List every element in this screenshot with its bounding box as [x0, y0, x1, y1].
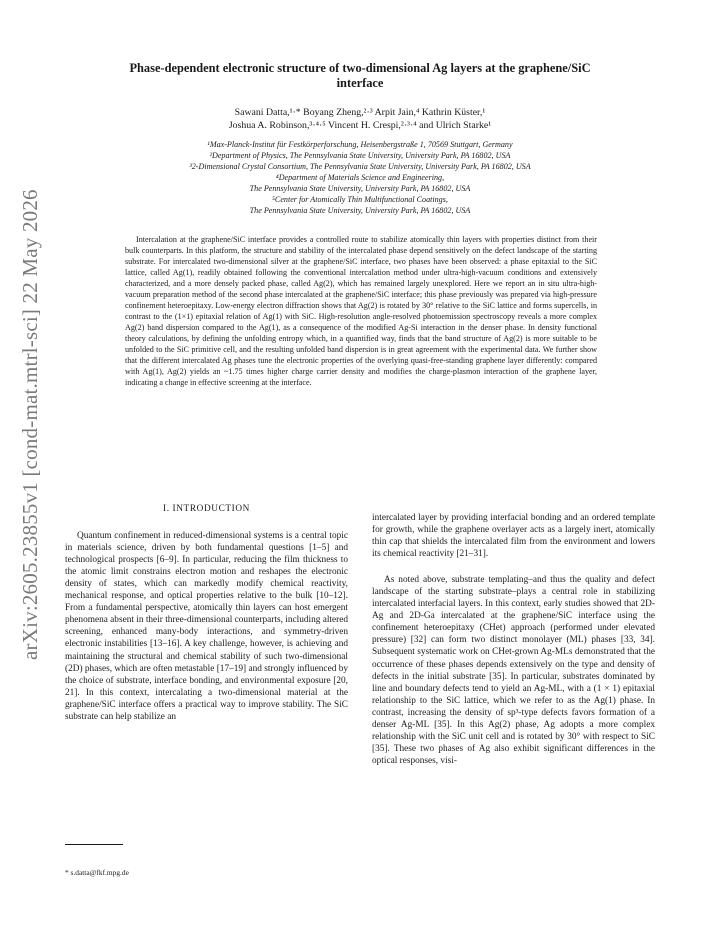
- author-list: [60, 106, 660, 132]
- footnote-email[interactable]: * s.datta@fkf.mpg.de: [65, 868, 129, 877]
- intro-paragraph-1: Quantum confinement in reduced-dimensional systems is a central topic in materials science, driven by both fundamental questions [1–5] and technological prospects [6–9]. In particular, reducing the film thickness to the atomic limit constrains electron motion and reshapes the electronic density of states, which can markedly modify chemical reactivity, mechanical response, and optical properties relative to the bulk [10–12]. From a fundamental perspective, atomically thin layers can host emergent phenomena absent in their three-dimensional counterparts, including altered screening, enhanced many-body interactions, and symmetry-driven electronic instabilities [13–16]. A key challenge, however, is achieving and maintaining the structural and chemical stability of such two-dimensional (2D) phases, which are often metastable [17–19] and strongly influenced by the choice of substrate, interface bonding, and environmental exposure [20, 21]. In this context, intercalating a two-dimensional material at the graphene/SiC interface offers a practical way to improve stability. The SiC substrate can help stabilize an: [65, 531, 348, 722]
- intro-paragraph-2: intercalated layer by providing interfacial bonding and an ordered template for growth, while the graphene overlayer acts as a largely inert, atomically thin cap that shields the intercalated film from the environment and lowers its chemical reactivity [21–31].: [372, 513, 655, 560]
- affiliation-line: The Pennsylvania State University, University Park, PA 16802, USA: [249, 206, 471, 215]
- title-line-2: interface: [336, 76, 384, 90]
- right-column: [372, 512, 655, 767]
- affiliation-line: ⁵Center for Atomically Thin Multifunctional Coatings,: [272, 195, 448, 204]
- affiliation-line: ²Department of Physics, The Pennsylvania State University, University Park, PA 16802, USA: [209, 151, 511, 160]
- footnote-rule: [65, 844, 123, 845]
- affiliations: [60, 139, 660, 216]
- abstract: Intercalation at the graphene/SiC interface provides a controlled route to stabilize atomically thin layers with properties distinct from their bulk counterparts. In this platform, the structure and stability of the intercalated phase depend sensitively on the defect landscape of the starting substrate. For intercalated two-dimensional silver at the graphene/SiC interface, two phases have been observed: a phase epitaxial to the SiC lattice, called Ag(1), readily obtained following the conventional intercalation method under ultra-high-vacuum conditions and extensively characterized, and a more densely packed phase, called Ag(2), which has remained largely unexplored. Here we report an in situ ultra-high-vacuum preparation method of the second phase intercalated at the graphene/SiC interface; this phase previously was prepared via high-pressure confinement heteroepitaxy. Low-energy electron diffraction shows that Ag(2) is rotated by 30° relative to the SiC lattice and forms supercells, in contrast to the (1×1) epitaxial relation of Ag(1) with SiC. High-resolution angle-resolved photoemission spectroscopy reveals a more complex Ag(2) band dispersion compared to the Ag(1), as a consequence of the modified Ag-Si interaction in the denser phase. In density functional theory calculations, by defining the unfolding entropy which, in a quantified way, finds that the band structure of Ag(2) is more suitable to be unfolded to the SiC primitive cell, and the resulting unfolded band dispersion is in great agreement with the experimental data. We further show that the different intercalated Ag phases tune the electronic properties of the overlying quasi-free-standing graphene layer differently: compared with Ag(1), Ag(2) yields an ~1.75 times higher charge carrier density and modifies the charge-plasmon interaction of the graphene layer, indicating a change in effective screening at the interface.: [125, 235, 597, 387]
- authors-line-2: Joshua A. Robinson,³·⁴·⁵ Vincent H. Crespi,²·³·⁴ and Ulrich Starke¹: [228, 120, 492, 131]
- affiliation-line: ³2-Dimensional Crystal Consortium, The Pennsylvania State University, University Park, PA 16802, USA: [189, 162, 531, 171]
- title-line-1: Phase-dependent electronic structure of two-dimensional Ag layers at the graphene/SiC: [129, 61, 591, 75]
- affiliation-line: ¹Max-Planck-Institut für Festkörperforschung, Heisenbergstraße 1, 70569 Stuttgart, Germany: [207, 140, 513, 149]
- section-heading-introduction: I. INTRODUCTION: [163, 504, 250, 514]
- paper-title: [60, 61, 660, 91]
- left-column: [65, 503, 348, 723]
- authors-line-1: Sawani Datta,¹·* Boyang Zheng,²·³ Arpit Jain,⁴ Kathrin Küster,¹: [234, 107, 486, 118]
- intro-paragraph-3: As noted above, substrate templating–and thus the quality and defect landscape of the starting substrate–plays a central role in stabilizing intercalated interfacial layers. In this context, early studies showed that 2D-Ag and 2D-Ga intercalated at the graphene/SiC interface using the confinement heteroepitaxy (CHet) approach (performed under elevated pressure) [32] can form two distinct monolayer (ML) phases [33, 34]. Subsequent systematic work on CHet-grown Ag-MLs demonstrated that the occurrence of these phases depends extensively on the type and density of defects in the initial substrate [35]. In particular, substrates dominated by line and boundary defects tend to yield an Ag-ML, with a (1 × 1) epitaxial relationship to the SiC lattice, which we refer to as the Ag(1) phase. In contrast, increasing the density of sp³-type defects favors formation of a denser Ag-ML [35]. In this Ag(2) phase, Ag adopts a more complex relationship with the SiC unit cell and is rotated by 30° with respect to SiC [35]. These two phases of Ag also exhibit significant differences in the optical responses, visi-: [372, 575, 655, 766]
- affiliation-line: ⁴Department of Materials Science and Engineering,: [275, 173, 445, 182]
- arxiv-identifier[interactable]: arXiv:2605.23855v1 [cond-mat.mtrl-sci] 22 May 2026: [18, 189, 42, 660]
- affiliation-line: The Pennsylvania State University, University Park, PA 16802, USA: [249, 184, 471, 193]
